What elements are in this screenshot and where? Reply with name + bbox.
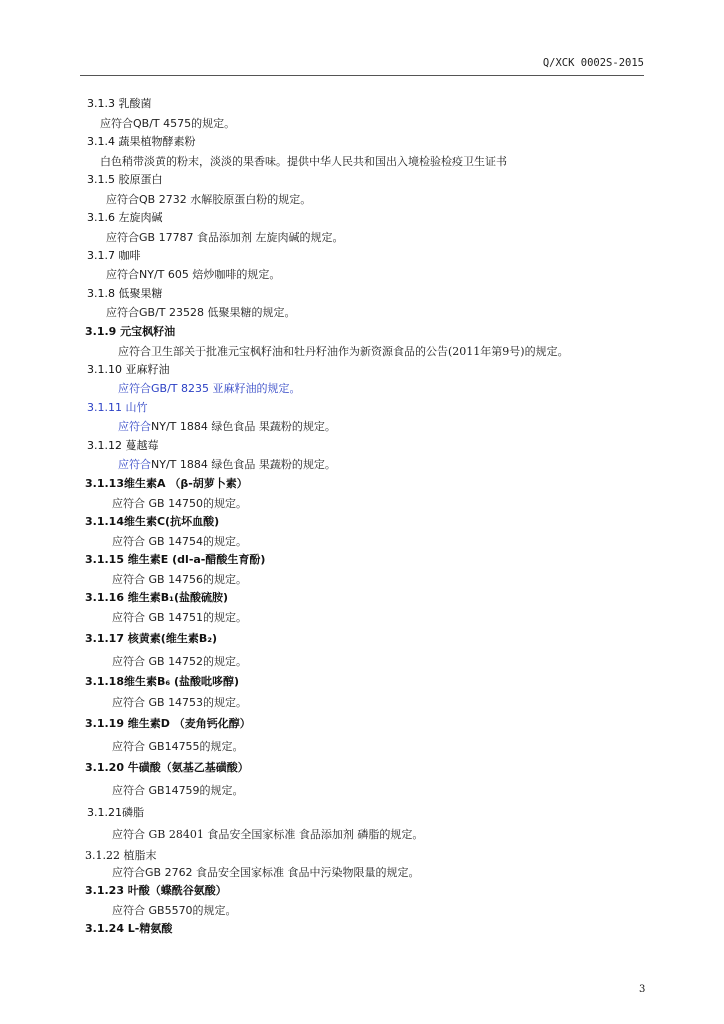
section-heading: 3.1.10 亚麻籽油 (87, 363, 170, 376)
section-body: 应符合NY/T 1884 绿色食品 果蔬粉的规定。 (118, 420, 336, 433)
section-heading: 3.1.6 左旋肉碱 (87, 211, 163, 224)
document-code: Q/XCK 0002S-2015 (542, 57, 644, 69)
section-body: 应符合NY/T 605 焙炒咖啡的规定。 (106, 268, 281, 281)
section-heading: 3.1.16 维生素B₁(盐酸硫胺) (85, 591, 229, 604)
section-heading: 3.1.18维生素B₆ (盐酸吡哆醇) (85, 675, 240, 688)
section-body: 白色稍带淡黄的粉末，淡淡的果香味。提供中华人民共和国出入境检验检疫卫生证书 (100, 155, 507, 168)
section-body: 应符合QB 2732 水解胶原蛋白粉的规定。 (106, 193, 312, 206)
section-heading: 3.1.19 维生素D （麦角钙化醇） (85, 717, 251, 730)
section-body: 应符合 GB14759的规定。 (112, 784, 244, 797)
section-heading: 3.1.24 L-精氨酸 (85, 922, 173, 935)
header-rule (80, 75, 644, 76)
section-heading: 3.1.8 低聚果糖 (87, 287, 163, 300)
section-heading: 3.1.17 核黄素(维生素B₂) (85, 632, 218, 645)
section-heading: 3.1.20 牛磺酸（氨基乙基磺酸） (85, 761, 249, 774)
section-body: 应符合卫生部关于批准元宝枫籽油和牡丹籽油作为新资源食品的公告(2011年第9号)的规定。 (118, 345, 569, 358)
section-body: 应符合GB 2762 食品安全国家标准 食品中污染物限量的规定。 (112, 866, 420, 879)
section-heading: 3.1.12 蔓越莓 (87, 439, 159, 452)
page-number: 3 (639, 984, 646, 995)
section-heading: 3.1.15 维生素E (dl-a-醋酸生育酚) (85, 553, 266, 566)
section-heading: 3.1.7 咖啡 (87, 249, 141, 262)
section-heading: 3.1.11 山竹 (87, 401, 148, 414)
section-body: 应符合GB/T 23528 低聚果糖的规定。 (106, 306, 296, 319)
section-body: 应符合 GB 14756的规定。 (112, 573, 248, 586)
section-heading: 3.1.3 乳酸菌 (87, 97, 152, 110)
section-body: 应符合 GB 14754的规定。 (112, 535, 248, 548)
section-body: 应符合 GB 14751的规定。 (112, 611, 248, 624)
section-body: 应符合 GB 14750的规定。 (112, 497, 248, 510)
section-heading: 3.1.5 胶原蛋白 (87, 173, 163, 186)
section-heading: 3.1.23 叶酸（蝶酰谷氨酸） (85, 884, 227, 897)
section-body: 应符合QB/T 4575的规定。 (100, 117, 236, 130)
section-body: 应符合NY/T 1884 绿色食品 果蔬粉的规定。 (118, 458, 336, 471)
section-body: 应符合 GB5570的规定。 (112, 904, 237, 917)
section-heading: 3.1.14维生素C(抗坏血酸) (85, 515, 220, 528)
section-body: 应符合 GB14755的规定。 (112, 740, 244, 753)
section-body: 应符合 GB 28401 食品安全国家标准 食品添加剂 磷脂的规定。 (112, 828, 424, 841)
section-heading: 3.1.4 蔬果植物酵素粉 (87, 135, 196, 148)
section-body: 应符合 GB 14752的规定。 (112, 655, 248, 668)
section-heading: 3.1.21磷脂 (87, 806, 144, 819)
section-heading: 3.1.22 植脂末 (85, 849, 157, 862)
section-body: 应符合GB 17787 食品添加剂 左旋肉碱的规定。 (106, 231, 344, 244)
section-body: 应符合GB/T 8235 亚麻籽油的规定。 (118, 382, 301, 395)
section-body: 应符合 GB 14753的规定。 (112, 696, 248, 709)
section-heading: 3.1.9 元宝枫籽油 (85, 325, 176, 338)
section-heading: 3.1.13维生素A （β-胡萝卜素） (85, 477, 248, 490)
